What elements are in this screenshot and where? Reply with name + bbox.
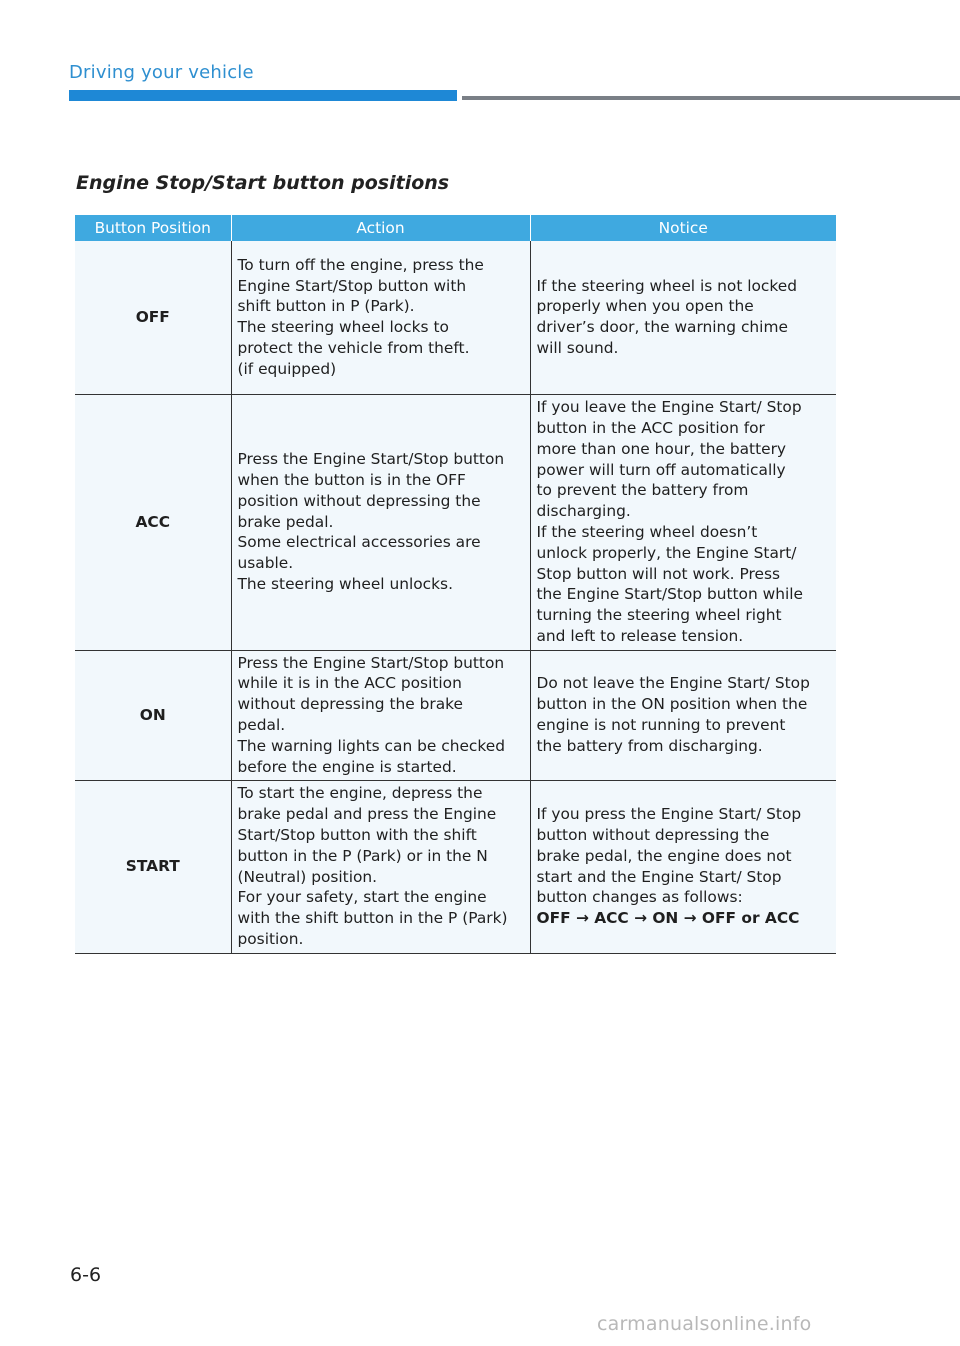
action-text: To turn off the engine, press the Engine Start/Stop button with shift button in P (Park). The steering wheel locks to protect the vehicle from theft. (if equipped) xyxy=(237,255,484,378)
button-sequence: OFF → ACC → ON → OFF or ACC xyxy=(536,909,800,928)
notice-text: If you press the Engine Start/ Stop button without depressing the brake pedal, the engine does not start and the Engine Start/ Stop button changes as follows: xyxy=(536,805,802,907)
position-cell: ON xyxy=(75,650,231,780)
table-row xyxy=(75,394,836,650)
column-header-button-position: Button Position xyxy=(75,215,231,241)
position-cell: OFF xyxy=(75,241,231,394)
section-title: Driving your vehicle xyxy=(69,62,254,83)
page-heading: Engine Stop/Start button positions xyxy=(76,172,450,194)
table-header-row xyxy=(75,215,836,241)
notice-text: If you leave the Engine Start/ Stop button in the ACC position for more than one hour, the battery power will turn off automatically to prevent the battery from discharging. If the steering wheel doesn’t unlock properly, the Engine Start/ Stop button will not work. Press the Engine Start/Stop button while turning the steering wheel right and left to release tension. xyxy=(536,398,803,645)
column-header-action: Action xyxy=(231,215,530,241)
notice-text: Do not leave the Engine Start/ Stop button in the ON position when the engine is not running to prevent the battery from discharging. xyxy=(536,674,810,755)
column-header-notice: Notice xyxy=(530,215,836,241)
table-row xyxy=(75,650,836,780)
header-rule-accent xyxy=(69,90,457,101)
position-cell: START xyxy=(75,780,231,953)
action-text: Press the Engine Start/Stop button when the button is in the OFF position without depressing the brake pedal. Some electrical accessories are usable. The steering wheel unlocks. xyxy=(237,450,505,593)
notice-cell xyxy=(530,650,836,780)
action-cell xyxy=(231,241,530,394)
page-number: 6-6 xyxy=(70,1264,102,1286)
notice-cell xyxy=(530,780,836,953)
position-cell: ACC xyxy=(75,394,231,650)
action-text: Press the Engine Start/Stop button while it is in the ACC position without depressing the brake pedal. The warning lights can be checked before the engine is started. xyxy=(237,653,505,776)
watermark: carmanualsonline.info xyxy=(597,1313,812,1335)
table-row xyxy=(75,241,836,394)
table-row xyxy=(75,780,836,953)
action-text: To start the engine, depress the brake pedal and press the Engine Start/Stop button with the shift button in the P (Park) or in the N (Neutral) position. For your safety, start the engine with the shift button in the P (Park) position. xyxy=(237,784,508,948)
notice-cell xyxy=(530,241,836,394)
button-positions-table xyxy=(75,215,836,954)
notice-cell xyxy=(530,394,836,650)
action-cell xyxy=(231,650,530,780)
notice-text: If the steering wheel is not locked properly when you open the driver’s door, the warning chime will sound. xyxy=(536,276,797,358)
header-rule xyxy=(462,96,960,100)
action-cell xyxy=(231,394,530,650)
action-cell xyxy=(231,780,530,953)
